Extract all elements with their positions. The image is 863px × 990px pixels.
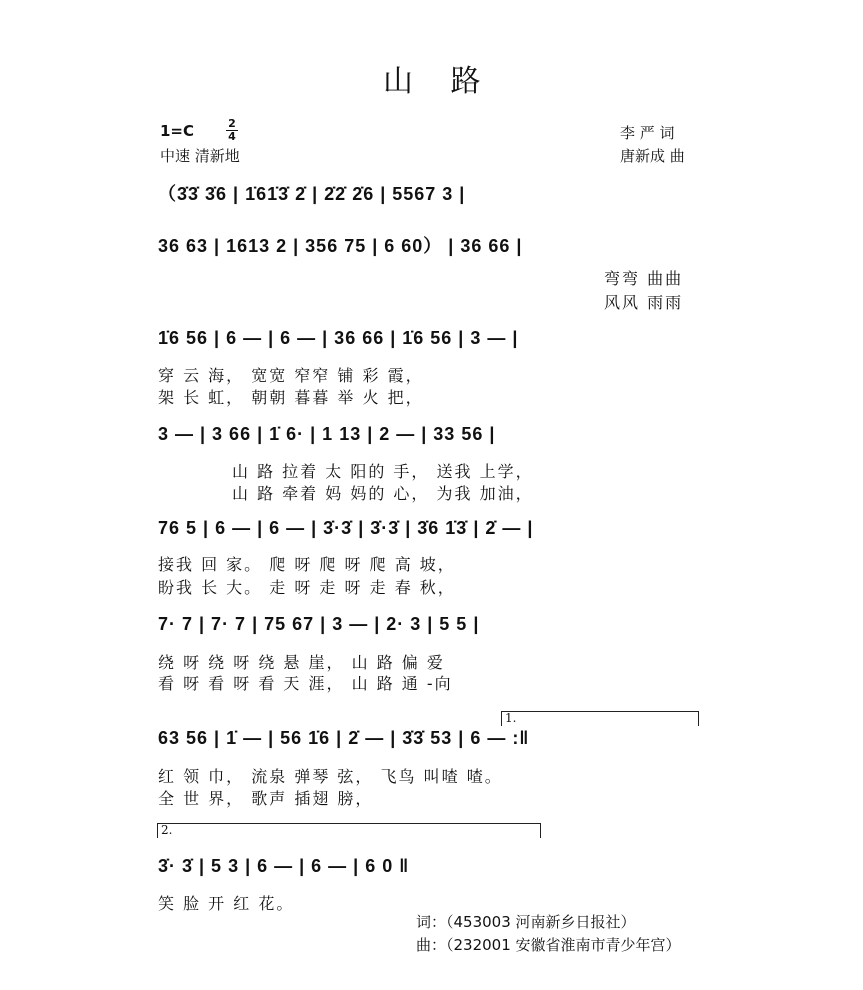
- lyric-row-6-verse-1: 绕 呀 绕 呀 绕 悬 崖， 山 路 偏 爱: [158, 653, 445, 672]
- lyric-row-7-verse-1: 红 领 巾， 流泉 弹琴 弦， 飞鸟 叫喳 喳。: [158, 767, 503, 786]
- lyric-row-5-verse-2: 盼我 长 大。 走 呀 走 呀 走 春 秋，: [158, 578, 456, 597]
- notation-row-1: （3̇3̇ 3̇6 | 1̇61̇3̇ 2̇ | 2̇2̇ 2̇6 | 5567 3 |: [158, 184, 466, 204]
- time-signature: [226, 119, 238, 142]
- notation-row-3: 1̇6 56 | 6 — | 6 — | 36 66 | 1̇6 56 | 3 — |: [158, 328, 519, 348]
- lyric-row-3-verse-2: 架 长 虹， 朝朝 暮暮 举 火 把，: [158, 388, 424, 407]
- composer-address: 曲：（232001 安徽省淮南市青少年宫）: [416, 936, 681, 954]
- volta-1-label: 1.: [505, 711, 517, 725]
- tempo-marking: 中速 清新地: [160, 147, 240, 165]
- time-sig-den: 4: [228, 130, 236, 143]
- time-sig-num: 2: [228, 117, 236, 130]
- lyric-row-7-verse-2: 全 世 界， 歌声 插翅 膀，: [158, 789, 374, 808]
- volta-2-label: 2.: [161, 823, 173, 837]
- composer-credit: 唐新成 曲: [620, 147, 685, 165]
- lyric-row-2-verse-1: 弯弯 曲曲: [604, 269, 684, 288]
- volta-1-bracket: [501, 711, 699, 726]
- lyric-row-6-verse-2: 看 呀 看 呀 看 天 涯， 山 路 通 -向: [158, 674, 453, 693]
- notation-row-8: 3̇· 3̇ | 5 3 | 6 — | 6 — | 6 0 ‖: [158, 856, 410, 876]
- volta-2-bracket: [157, 823, 541, 838]
- lyricist-credit: 李 严 词: [620, 124, 675, 142]
- notation-row-7: 63 56 | 1̇ — | 56 1̇6 | 2̇ — | 3̇3̇ 53 | 6 — :‖: [158, 728, 530, 748]
- lyric-row-4-verse-1: 山 路 拉着 太 阳的 手， 送我 上学，: [232, 462, 534, 481]
- notation-row-2: 36 63 | 1613 2 | 356 75 | 6 60） | 36 66 |: [158, 236, 523, 256]
- notation-row-5: 76 5 | 6 — | 6 — | 3̇·3̇ | 3̇·3̇ | 3̇6 1̇3̇ | 2̇ — |: [158, 518, 534, 538]
- lyric-row-2-verse-2: 风风 雨雨: [604, 293, 684, 312]
- lyric-row-5-verse-1: 接我 回 家。 爬 呀 爬 呀 爬 高 坡，: [158, 555, 456, 574]
- key-signature: 1=C: [160, 122, 195, 140]
- lyricist-address: 词：（453003 河南新乡日报社）: [416, 913, 636, 931]
- lyric-row-3-verse-1: 穿 云 海， 宽宽 窄窄 铺 彩 霞，: [158, 366, 424, 385]
- lyric-row-8-verse-1: 笑 脸 开 红 花。: [158, 894, 295, 913]
- lyric-row-4-verse-2: 山 路 牵着 妈 妈的 心， 为我 加油，: [232, 484, 534, 503]
- notation-row-6: 7· 7 | 7· 7 | 75 67 | 3 — | 2· 3 | 5 5 |: [158, 614, 480, 634]
- song-title: 山 路: [383, 64, 495, 99]
- notation-row-4: 3 — | 3 66 | 1̇ 6· | 1 13 | 2 — | 33 56 |: [158, 424, 496, 444]
